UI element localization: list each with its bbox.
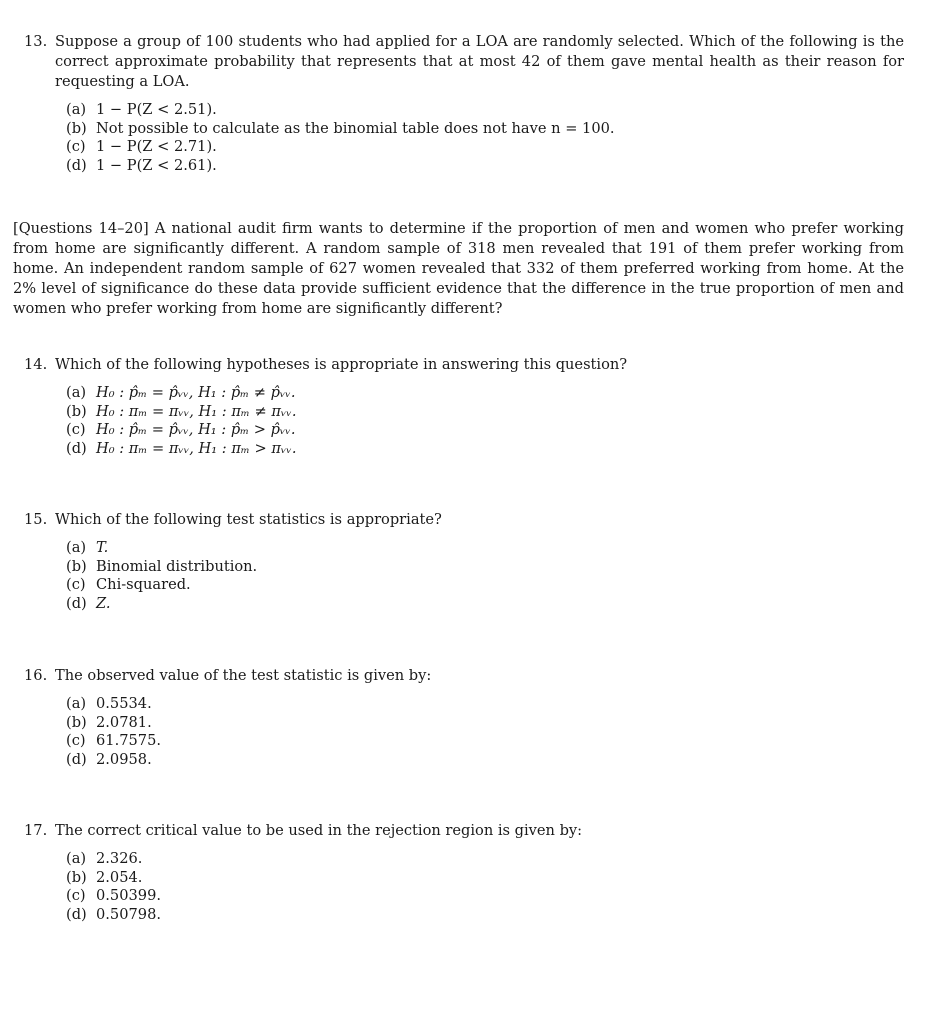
option-text: H₀ : p̂ₘ = p̂ᵥᵥ, H₁ : p̂ₘ > p̂ᵥᵥ.: [96, 421, 296, 439]
question-number: 17.: [24, 822, 48, 839]
option-a: [66, 539, 904, 558]
option-text: H₀ : πₘ = πᵥᵥ, H₁ : πₘ ≠ πᵥᵥ.: [96, 402, 297, 420]
option-label: (d): [66, 750, 87, 768]
option-label: (a): [66, 384, 87, 401]
option-d: [66, 157, 904, 176]
options-list: [66, 539, 904, 613]
option-label: (b): [66, 402, 87, 420]
option-label: (b): [66, 557, 87, 575]
question-text: Suppose a group of 100 students who had applied for a LOA are randomly selected. Which of the following is the correct approximate probability that represents that at most 42 of them gave mental health as their reason for requesting a LOA.: [55, 33, 904, 90]
option-c: [66, 732, 904, 751]
questions-14-20-intro: [Questions 14–20] A national audit firm wants to determine if the proportion of men and women who prefer working from home are significantly different. A random sample of 318 men revealed that 191 of them prefer working from home. An independent random sample of 627 women revealed that 332 of them preferred working from home. At the 2% level of significance do these data provide sufficient evidence that the difference in the true proportion of men and women who prefer working from home are significantly different?: [13, 220, 904, 317]
options-list: [66, 695, 904, 769]
option-b: [66, 558, 904, 577]
question-17: [24, 821, 904, 924]
question-text: The correct critical value to be used in the rejection region is given by:: [55, 822, 583, 839]
option-label: (d): [66, 156, 87, 174]
option-text: H₀ : p̂ₘ = p̂ᵥᵥ, H₁ : p̂ₘ ≠ p̂ᵥᵥ.: [96, 384, 296, 401]
option-text: 1 − P(Z < 2.51).: [96, 101, 217, 118]
question-number: 13.: [24, 33, 48, 50]
option-text: 2.054.: [96, 868, 143, 886]
question-16: [24, 666, 904, 769]
option-text: T.: [96, 539, 109, 556]
option-a: [66, 384, 904, 403]
option-text: 1 − P(Z < 2.61).: [96, 156, 217, 174]
options-list: [66, 850, 904, 924]
question-14: [24, 355, 904, 458]
option-d: [66, 751, 904, 770]
option-b: [66, 869, 904, 888]
option-text: 0.50798.: [96, 905, 161, 923]
option-text: 0.5534.: [96, 695, 152, 712]
option-c: [66, 887, 904, 906]
option-label: (a): [66, 539, 87, 556]
option-c: [66, 421, 904, 440]
option-a: [66, 695, 904, 714]
question-text: The observed value of the test statistic is given by:: [55, 667, 432, 684]
option-c: [66, 576, 904, 595]
option-text: Not possible to calculate as the binomial table does not have n = 100.: [96, 119, 615, 137]
question-number: 14.: [24, 356, 48, 373]
question-number: 16.: [24, 667, 48, 684]
option-text: 1 − P(Z < 2.71).: [96, 138, 217, 156]
option-label: (d): [66, 594, 87, 612]
option-text: 2.0958.: [96, 750, 152, 768]
question-text: Which of the following hypotheses is appropriate in answering this question?: [55, 356, 628, 373]
option-label: (b): [66, 868, 87, 886]
option-label: (b): [66, 119, 87, 137]
option-text: H₀ : πₘ = πᵥᵥ, H₁ : πₘ > πᵥᵥ.: [96, 439, 297, 457]
option-label: (a): [66, 101, 87, 118]
option-a: [66, 101, 904, 120]
option-c: [66, 138, 904, 157]
option-label: (c): [66, 421, 86, 439]
option-d: [66, 906, 904, 925]
question-15: [24, 510, 904, 613]
options-list: [66, 384, 904, 458]
option-text: Chi-squared.: [96, 576, 191, 594]
option-b: [66, 403, 904, 422]
option-a: [66, 850, 904, 869]
option-label: (a): [66, 850, 87, 867]
option-label: (c): [66, 887, 86, 905]
option-text: 2.326.: [96, 850, 143, 867]
option-label: (a): [66, 695, 87, 712]
option-text: Z.: [96, 594, 111, 612]
option-label: (c): [66, 732, 86, 750]
option-b: [66, 120, 904, 139]
option-d: [66, 440, 904, 459]
option-label: (d): [66, 905, 87, 923]
options-list: [66, 101, 904, 175]
option-d: [66, 595, 904, 614]
question-text: Which of the following test statistics is appropriate?: [55, 511, 442, 528]
option-text: 2.0781.: [96, 713, 152, 731]
option-label: (d): [66, 439, 87, 457]
option-text: 61.7575.: [96, 732, 161, 750]
option-text: Binomial distribution.: [96, 557, 258, 575]
question-number: 15.: [24, 511, 48, 528]
option-b: [66, 714, 904, 733]
option-text: 0.50399.: [96, 887, 161, 905]
option-label: (b): [66, 713, 87, 731]
option-label: (c): [66, 138, 86, 156]
question-13: [24, 32, 904, 175]
option-label: (c): [66, 576, 86, 594]
